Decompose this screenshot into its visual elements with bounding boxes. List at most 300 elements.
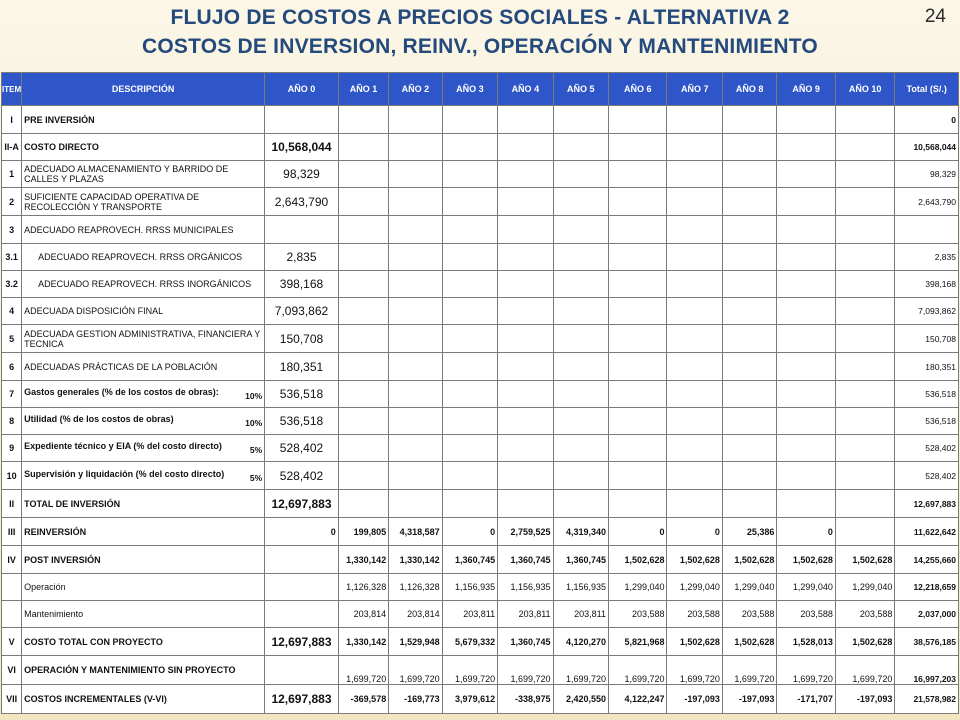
- cell-year-5: [553, 490, 608, 518]
- slide-number: 24: [924, 6, 946, 27]
- cell-year-0: 12,697,883: [265, 628, 339, 656]
- cell-year-4: 1,699,720: [498, 656, 553, 685]
- row-description-text: ADECUADO REAPROVECH. RRSS ORGÁNICOS: [38, 252, 243, 262]
- cell-year-7: 1,299,040: [667, 574, 722, 601]
- cell-total: 398,168: [895, 271, 959, 298]
- row-description-text: TOTAL DE INVERSIÓN: [24, 498, 121, 509]
- cell-year-7: [667, 353, 722, 381]
- cell-year-8: [722, 271, 776, 298]
- cell-year-10: [835, 188, 894, 216]
- cell-year-2: [389, 188, 442, 216]
- cell-year-2: [389, 216, 442, 244]
- cell-year-5: [553, 161, 608, 188]
- cell-year-9: 0: [777, 518, 835, 546]
- cell-year-10: [835, 271, 894, 298]
- cell-year-6: [609, 244, 667, 271]
- cell-year-5: [553, 435, 608, 462]
- cell-total: 536,518: [895, 381, 959, 408]
- table-row: [2, 462, 959, 490]
- cell-year-9: [777, 353, 835, 381]
- cell-year-6: [609, 435, 667, 462]
- cell-year-9: 1,699,720: [777, 656, 835, 685]
- cell-year-1: 1,330,142: [338, 628, 388, 656]
- cell-year-6: 1,299,040: [609, 574, 667, 601]
- cell-year-10: 1,299,040: [835, 574, 894, 601]
- table-row: [2, 546, 959, 574]
- cell-year-7: [667, 216, 722, 244]
- cell-year-5: [553, 381, 608, 408]
- row-description: [22, 244, 265, 271]
- row-description: [22, 271, 265, 298]
- cell-year-8: [722, 462, 776, 490]
- cell-year-9: [777, 244, 835, 271]
- table-row: [2, 435, 959, 462]
- row-description-text: Expediente técnico y EIA (% del costo directo): [24, 441, 222, 451]
- cell-year-3: [442, 298, 497, 325]
- cell-year-10: [835, 490, 894, 518]
- cell-year-8: [722, 134, 776, 161]
- cell-year-6: [609, 490, 667, 518]
- cell-total: 2,037,000: [895, 601, 959, 628]
- row-description-text: OPERACIÓN Y MANTENIMIENTO SIN PROYECTO: [24, 665, 236, 675]
- cell-year-8: -197,093: [722, 685, 776, 714]
- row-description: [22, 298, 265, 325]
- cell-total: 2,643,790: [895, 188, 959, 216]
- cell-total: 536,518: [895, 408, 959, 435]
- cell-year-0: 2,835: [265, 244, 339, 271]
- cell-year-6: [609, 134, 667, 161]
- cell-year-2: 1,330,142: [389, 546, 442, 574]
- column-header: AÑO 6: [609, 73, 667, 106]
- cell-year-1: [338, 353, 388, 381]
- table-row: [2, 161, 959, 188]
- cell-year-9: [777, 381, 835, 408]
- cell-year-1: 203,814: [338, 601, 388, 628]
- cell-year-3: [442, 435, 497, 462]
- cell-year-6: 1,699,720: [609, 656, 667, 685]
- cell-year-9: [777, 271, 835, 298]
- cell-year-6: [609, 381, 667, 408]
- cell-year-1: [338, 490, 388, 518]
- cost-flow-table: [1, 72, 959, 714]
- row-description: [22, 628, 265, 656]
- cell-year-2: [389, 490, 442, 518]
- cell-year-0: 536,518: [265, 381, 339, 408]
- cell-year-1: [338, 188, 388, 216]
- table-row: [2, 325, 959, 353]
- cell-year-7: [667, 408, 722, 435]
- row-description: [22, 408, 265, 435]
- row-description: [22, 106, 265, 134]
- title-line-2: COSTOS DE INVERSION, REINV., OPERACIÓN Y MANTENIMIENTO: [142, 35, 818, 58]
- cell-year-7: [667, 134, 722, 161]
- row-item-code: IV: [2, 546, 22, 574]
- cell-year-8: [722, 353, 776, 381]
- cell-year-3: [442, 408, 497, 435]
- row-description-text: ADECUADA DISPOSICIÓN FINAL: [24, 306, 164, 316]
- cell-total: 38,576,185: [895, 628, 959, 656]
- column-header: AÑO 4: [498, 73, 553, 106]
- cell-year-7: [667, 435, 722, 462]
- cell-year-1: [338, 216, 388, 244]
- table-row: [2, 244, 959, 271]
- cell-year-1: 199,805: [338, 518, 388, 546]
- cell-year-3: 3,979,612: [442, 685, 497, 714]
- cell-total: 98,329: [895, 161, 959, 188]
- cell-year-10: [835, 134, 894, 161]
- cell-year-8: 1,299,040: [722, 574, 776, 601]
- cell-year-10: [835, 161, 894, 188]
- cell-year-8: [722, 188, 776, 216]
- cell-year-5: 1,360,745: [553, 546, 608, 574]
- row-percentage: 5%: [249, 445, 263, 455]
- row-description-text: Utilidad (% de los costos de obras): [24, 414, 174, 424]
- cell-year-2: [389, 134, 442, 161]
- column-header: Total (S/.): [895, 73, 959, 106]
- cell-year-9: [777, 490, 835, 518]
- cell-year-3: [442, 325, 497, 353]
- row-item-code: 3: [2, 216, 22, 244]
- cell-year-4: [498, 435, 553, 462]
- cell-year-2: [389, 353, 442, 381]
- cell-year-4: 1,360,745: [498, 628, 553, 656]
- cell-year-8: [722, 216, 776, 244]
- cell-year-7: [667, 161, 722, 188]
- cell-year-4: -338,975: [498, 685, 553, 714]
- row-description-text: ADECUADO ALMACENAMIENTO Y BARRIDO DE CALLES Y PLAZAS: [24, 164, 229, 184]
- row-item-code: 3.1: [2, 244, 22, 271]
- cell-year-6: 5,821,968: [609, 628, 667, 656]
- row-description: [22, 546, 265, 574]
- cell-year-0: 528,402: [265, 435, 339, 462]
- row-description-text: ADECUADA GESTION ADMINISTRATIVA, FINANCIERA Y TECNICA: [24, 328, 261, 349]
- cell-year-0: 0: [265, 518, 339, 546]
- cell-year-4: [498, 216, 553, 244]
- cell-year-6: 0: [609, 518, 667, 546]
- cell-year-8: [722, 435, 776, 462]
- cell-year-3: 203,811: [442, 601, 497, 628]
- cell-year-3: 0: [442, 518, 497, 546]
- cell-year-10: 203,588: [835, 601, 894, 628]
- cell-year-4: 1,156,935: [498, 574, 553, 601]
- cell-year-6: 1,502,628: [609, 546, 667, 574]
- cell-year-7: [667, 490, 722, 518]
- cell-year-8: [722, 244, 776, 271]
- cell-year-1: -369,578: [338, 685, 388, 714]
- row-description-text: COSTOS INCREMENTALES (V-VI): [24, 694, 167, 704]
- cell-year-9: [777, 134, 835, 161]
- cell-year-4: [498, 381, 553, 408]
- row-description: [22, 518, 265, 546]
- cell-year-5: [553, 244, 608, 271]
- row-item-code: 2: [2, 188, 22, 216]
- cell-year-7: 203,588: [667, 601, 722, 628]
- cell-year-2: 1,699,720: [389, 656, 442, 685]
- cell-year-0: [265, 216, 339, 244]
- row-item-code: 4: [2, 298, 22, 325]
- cell-year-8: [722, 408, 776, 435]
- cell-year-1: [338, 106, 388, 134]
- row-description-text: COSTO TOTAL CON PROYECTO: [24, 636, 163, 647]
- row-description-text: COSTO DIRECTO: [24, 142, 99, 152]
- row-description: [22, 490, 265, 518]
- cell-year-9: [777, 435, 835, 462]
- cell-year-8: [722, 298, 776, 325]
- cell-year-3: 1,360,745: [442, 546, 497, 574]
- cell-year-10: 1,502,628: [835, 628, 894, 656]
- cell-year-7: 1,699,720: [667, 656, 722, 685]
- row-percentage: 5%: [249, 472, 263, 483]
- cell-year-7: 1,502,628: [667, 628, 722, 656]
- cell-year-10: 1,699,720: [835, 656, 894, 685]
- cell-total: [895, 216, 959, 244]
- cell-year-2: [389, 325, 442, 353]
- cell-year-2: [389, 298, 442, 325]
- cell-year-4: [498, 490, 553, 518]
- cell-year-4: [498, 408, 553, 435]
- row-description: [22, 685, 265, 714]
- cell-year-6: [609, 408, 667, 435]
- cell-year-5: 203,811: [553, 601, 608, 628]
- cell-year-5: 1,156,935: [553, 574, 608, 601]
- cell-year-3: [442, 353, 497, 381]
- cell-year-5: [553, 353, 608, 381]
- cell-year-6: [609, 216, 667, 244]
- cell-year-3: [442, 271, 497, 298]
- cell-year-9: [777, 298, 835, 325]
- cell-year-0: 150,708: [265, 325, 339, 353]
- table-row: [2, 188, 959, 216]
- cell-year-0: [265, 656, 339, 685]
- cell-year-3: [442, 381, 497, 408]
- cell-year-0: [265, 106, 339, 134]
- cell-year-1: 1,699,720: [338, 656, 388, 685]
- table-row: [2, 381, 959, 408]
- cell-year-3: [442, 188, 497, 216]
- cell-total: 14,255,660: [895, 546, 959, 574]
- cell-year-6: [609, 188, 667, 216]
- table-row: [2, 490, 959, 518]
- cell-year-3: [442, 134, 497, 161]
- cell-year-3: 5,679,332: [442, 628, 497, 656]
- cell-year-5: [553, 216, 608, 244]
- cell-year-5: [553, 271, 608, 298]
- row-description: [22, 216, 265, 244]
- cell-total: 528,402: [895, 435, 959, 462]
- cell-year-3: [442, 462, 497, 490]
- table-row: [2, 574, 959, 601]
- cell-year-10: -197,093: [835, 685, 894, 714]
- cell-year-2: [389, 161, 442, 188]
- table-row: [2, 685, 959, 714]
- cell-year-1: [338, 134, 388, 161]
- row-description-text: POST INVERSIÓN: [24, 554, 101, 565]
- cell-year-7: -197,093: [667, 685, 722, 714]
- column-header: AÑO 7: [667, 73, 722, 106]
- cell-year-9: -171,707: [777, 685, 835, 714]
- cell-year-10: [835, 298, 894, 325]
- cell-year-1: [338, 271, 388, 298]
- row-description: [22, 134, 265, 161]
- cell-year-10: 1,502,628: [835, 546, 894, 574]
- row-description: [22, 435, 265, 462]
- cell-year-6: [609, 353, 667, 381]
- cell-year-5: [553, 134, 608, 161]
- cell-year-7: [667, 106, 722, 134]
- cell-year-1: [338, 161, 388, 188]
- row-percentage: 10%: [245, 391, 263, 401]
- cell-year-4: [498, 106, 553, 134]
- cell-year-5: 4,319,340: [553, 518, 608, 546]
- cell-year-7: [667, 381, 722, 408]
- cell-year-4: 2,759,525: [498, 518, 553, 546]
- cell-year-6: 4,122,247: [609, 685, 667, 714]
- table-row: [2, 271, 959, 298]
- cell-year-8: 1,699,720: [722, 656, 776, 685]
- cell-year-7: [667, 188, 722, 216]
- row-description-text: ADECUADO REAPROVECH. RRSS MUNICIPALES: [24, 224, 234, 235]
- cell-year-2: 203,814: [389, 601, 442, 628]
- cell-year-8: 25,386: [722, 518, 776, 546]
- cell-year-7: [667, 244, 722, 271]
- cell-total: 180,351: [895, 353, 959, 381]
- cell-total: 10,568,044: [895, 134, 959, 161]
- row-item-code: 8: [2, 408, 22, 435]
- cell-year-4: [498, 325, 553, 353]
- cell-year-1: [338, 408, 388, 435]
- cell-year-10: [835, 216, 894, 244]
- cell-total: 16,997,203: [895, 656, 959, 685]
- cell-year-0: 398,168: [265, 271, 339, 298]
- cell-year-6: 203,588: [609, 601, 667, 628]
- table-row: [2, 518, 959, 546]
- cell-year-4: [498, 188, 553, 216]
- row-item-code: VI: [2, 656, 22, 685]
- cell-total: 12,218,659: [895, 574, 959, 601]
- row-description: [22, 161, 265, 188]
- row-item-code: 3.2: [2, 271, 22, 298]
- row-item-code: VII: [2, 685, 22, 714]
- title-line-1: FLUJO DE COSTOS A PRECIOS SOCIALES - ALTERNATIVA 2: [170, 6, 790, 29]
- row-item-code: II: [2, 490, 22, 518]
- table-row: [2, 216, 959, 244]
- cell-year-4: [498, 134, 553, 161]
- column-header: AÑO 0: [265, 73, 339, 106]
- cell-year-2: 4,318,587: [389, 518, 442, 546]
- table-row: [2, 628, 959, 656]
- cell-year-10: [835, 244, 894, 271]
- row-description-text: Operación: [24, 582, 66, 592]
- cell-year-1: [338, 462, 388, 490]
- cell-year-6: [609, 462, 667, 490]
- row-description: [22, 325, 265, 353]
- column-header: AÑO 2: [389, 73, 442, 106]
- cell-year-0: 12,697,883: [265, 685, 339, 714]
- cell-year-8: 1,502,628: [722, 628, 776, 656]
- row-description: [22, 601, 265, 628]
- cell-year-9: [777, 325, 835, 353]
- cell-year-2: [389, 462, 442, 490]
- cell-year-9: 1,528,013: [777, 628, 835, 656]
- cell-year-5: [553, 462, 608, 490]
- row-percentage: 10%: [245, 418, 263, 428]
- row-item-code: 5: [2, 325, 22, 353]
- cell-year-3: 1,156,935: [442, 574, 497, 601]
- cell-year-0: 180,351: [265, 353, 339, 381]
- table-row: [2, 353, 959, 381]
- cell-year-2: [389, 408, 442, 435]
- cell-year-10: [835, 381, 894, 408]
- row-description: [22, 574, 265, 601]
- cell-year-9: 1,502,628: [777, 546, 835, 574]
- cell-year-7: [667, 462, 722, 490]
- cell-year-4: [498, 271, 553, 298]
- row-item-code: 10: [2, 462, 22, 490]
- column-header: AÑO 10: [835, 73, 894, 106]
- table-row: [2, 298, 959, 325]
- row-item-code: 9: [2, 435, 22, 462]
- column-header: ITEM: [2, 73, 22, 106]
- cell-year-2: 1,529,948: [389, 628, 442, 656]
- row-description: [22, 462, 265, 490]
- cell-year-3: [442, 490, 497, 518]
- cell-year-1: 1,126,328: [338, 574, 388, 601]
- cell-year-3: [442, 161, 497, 188]
- cell-year-6: [609, 325, 667, 353]
- row-item-code: V: [2, 628, 22, 656]
- table-body: [2, 106, 959, 714]
- cell-year-10: [835, 325, 894, 353]
- row-description-text: Mantenimiento: [24, 609, 84, 619]
- row-item-code: II-A: [2, 134, 22, 161]
- cell-year-9: [777, 408, 835, 435]
- cell-year-8: [722, 381, 776, 408]
- cell-year-0: 2,643,790: [265, 188, 339, 216]
- cell-year-3: [442, 244, 497, 271]
- cell-year-10: [835, 408, 894, 435]
- row-description-text: PRE INVERSIÓN: [24, 114, 95, 125]
- row-description-text: Gastos generales (% de los costos de obras):: [24, 387, 219, 397]
- cell-year-5: [553, 188, 608, 216]
- column-header: AÑO 1: [338, 73, 388, 106]
- cell-year-9: [777, 188, 835, 216]
- cell-year-10: [835, 435, 894, 462]
- cell-year-5: 2,420,550: [553, 685, 608, 714]
- row-description: [22, 353, 265, 381]
- cell-year-5: [553, 298, 608, 325]
- cell-year-8: [722, 161, 776, 188]
- cell-year-1: [338, 244, 388, 271]
- cell-year-10: [835, 353, 894, 381]
- cell-year-2: [389, 381, 442, 408]
- cell-year-7: [667, 298, 722, 325]
- cell-total: 21,578,982: [895, 685, 959, 714]
- row-item-code: [2, 574, 22, 601]
- cell-year-4: [498, 298, 553, 325]
- cell-year-0: [265, 574, 339, 601]
- cell-total: 150,708: [895, 325, 959, 353]
- cell-year-7: [667, 271, 722, 298]
- cell-year-2: -169,773: [389, 685, 442, 714]
- cell-total: 12,697,883: [895, 490, 959, 518]
- cell-year-4: 1,360,745: [498, 546, 553, 574]
- cell-total: 2,835: [895, 244, 959, 271]
- table-header-row: [2, 73, 959, 106]
- cell-year-2: 1,126,328: [389, 574, 442, 601]
- row-item-code: III: [2, 518, 22, 546]
- cell-total: 11,622,642: [895, 518, 959, 546]
- cell-year-8: 203,588: [722, 601, 776, 628]
